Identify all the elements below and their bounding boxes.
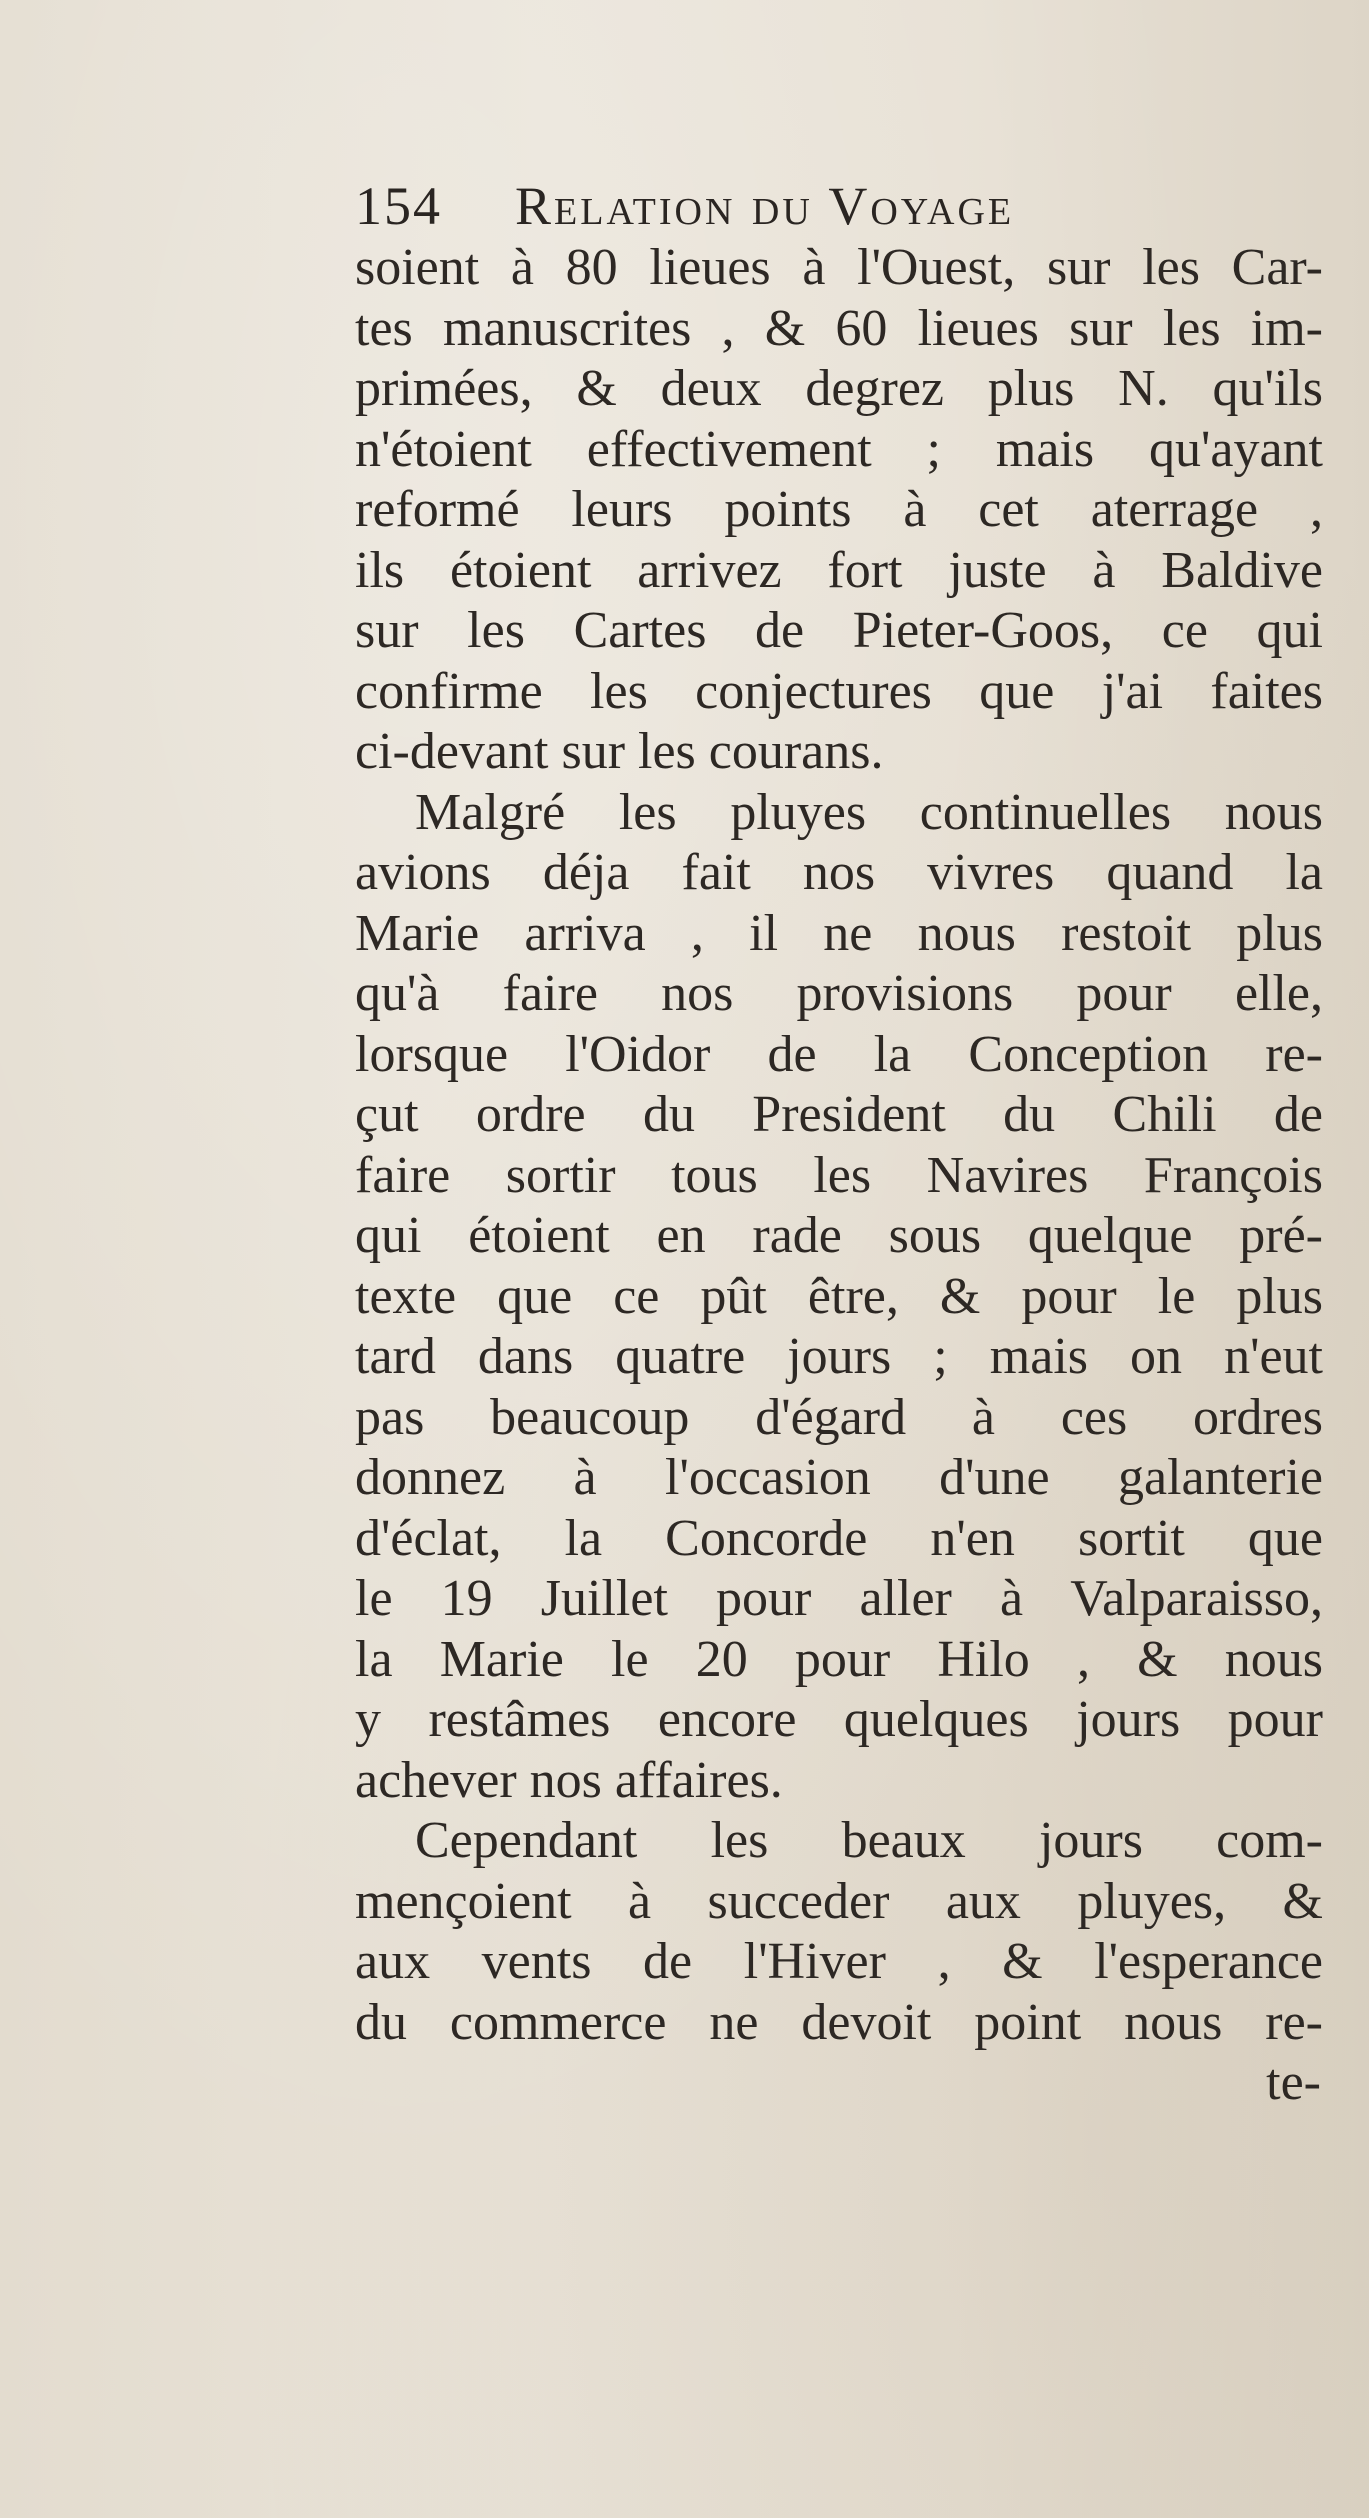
text-line: du commerce ne devoit point nous re-: [355, 1993, 1323, 2051]
text-line: reformé leurs points à cet aterrage ,: [355, 481, 1323, 538]
text-line: le 19 Juillet pour aller à Valparaisso,: [355, 1570, 1323, 1627]
running-head: [355, 174, 1323, 238]
body-text: [355, 238, 1323, 2053]
text-line: çut ordre du President du Chili de: [355, 1086, 1323, 1143]
text-line: tard dans quatre jours ; mais on n'eut: [355, 1328, 1323, 1385]
text-line: confirme les conjectures que j'ai faites: [355, 662, 1323, 720]
text-line: avions déja fait nos vivres quand la: [355, 844, 1323, 901]
catchword: te-: [1266, 2054, 1321, 2111]
text-line: mençoient à succeder aux pluyes, &: [355, 1872, 1323, 1930]
text-line: faire sortir tous les Navires François: [355, 1146, 1323, 1204]
text-line: n'étoient effectivement ; mais qu'ayant: [355, 420, 1323, 478]
text-line: Marie arriva , il ne nous restoit plus: [355, 904, 1323, 962]
text-line: lorsque l'Oidor de la Conception re-: [355, 1025, 1323, 1083]
text-line: tes manuscrites , & 60 lieues sur les im-: [355, 299, 1323, 357]
text-line: qu'à faire nos provisions pour elle,: [355, 965, 1323, 1022]
text-line: y restâmes encore quelques jours pour: [355, 1691, 1323, 1748]
text-line: primées, & deux degrez plus N. qu'ils: [355, 360, 1323, 417]
text-line: d'éclat, la Concorde n'en sortit que: [355, 1509, 1323, 1567]
text-line: aux vents de l'Hiver , & l'esperance: [355, 1933, 1323, 1990]
text-line: Cependant les beaux jours com-: [415, 1812, 1323, 1869]
text-line: Malgré les pluyes continuelles nous: [415, 783, 1323, 841]
text-line: pas beaucoup d'égard à ces ordres: [355, 1388, 1323, 1446]
page-number: 154: [355, 176, 442, 236]
text-line: donnez à l'occasion d'une galanterie: [355, 1449, 1323, 1506]
text-line: soient à 80 lieues à l'Ouest, sur les Car-: [355, 239, 1323, 296]
text-block: [355, 174, 1323, 2114]
text-line: ils étoient arrivez fort juste à Baldive: [355, 541, 1323, 599]
running-title: Relation du Voyage: [515, 176, 1015, 236]
text-line: la Marie le 20 pour Hilo , & nous: [355, 1630, 1323, 1688]
text-line: sur les Cartes de Pieter-Goos, ce qui: [355, 602, 1323, 659]
text-line: ci-devant sur les courans.: [355, 723, 884, 780]
text-line: achever nos affaires.: [355, 1751, 783, 1809]
text-line: texte que ce pût être, & pour le plus: [355, 1267, 1323, 1325]
text-line: qui étoient en rade sous quelque pré-: [355, 1207, 1323, 1264]
